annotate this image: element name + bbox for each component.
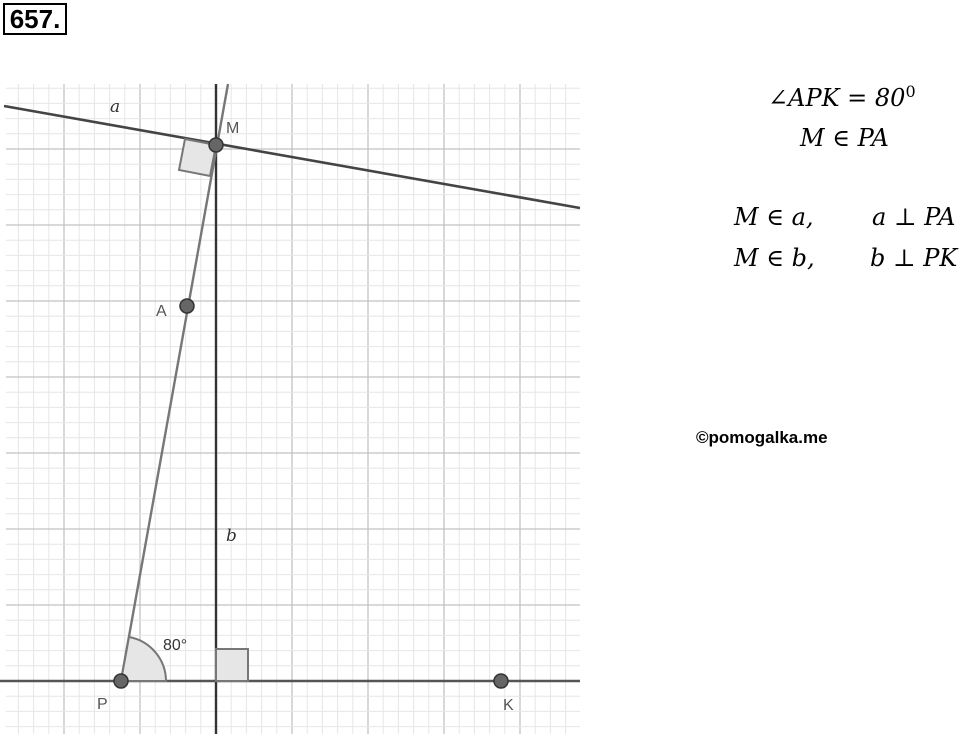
- condition-angle: [768, 82, 916, 112]
- condition-m-in-pa: M ∈ PA: [800, 124, 889, 152]
- condition-m-in-b: M ∈ b,: [734, 244, 815, 272]
- grid: [6, 84, 580, 734]
- problem-number: 657.: [3, 3, 67, 35]
- label-k: K: [503, 697, 514, 714]
- right-angle-mark-b: [216, 649, 248, 681]
- label-a: A: [156, 303, 167, 320]
- condition-m-in-a: M ∈ a,: [734, 203, 814, 231]
- condition-angle-sup: 0: [905, 82, 916, 101]
- angle-mark-p: [121, 637, 166, 681]
- line-pa: [121, 84, 228, 681]
- copyright: ©pomogalka.me: [696, 428, 828, 447]
- condition-a-perp-pa: a ⊥ PA: [872, 203, 956, 231]
- condition-angle-text: ∠APK = 80: [768, 84, 906, 112]
- label-line-b: b: [226, 526, 237, 546]
- label-angle-80: 80°: [163, 637, 188, 654]
- label-line-a: a: [110, 97, 121, 117]
- point-a: [180, 299, 194, 313]
- label-p: P: [97, 696, 108, 713]
- point-m: [209, 138, 223, 152]
- point-p: [114, 674, 128, 688]
- condition-b-perp-pk: b ⊥ PK: [870, 244, 958, 272]
- label-m: M: [226, 120, 240, 137]
- point-k: [494, 674, 508, 688]
